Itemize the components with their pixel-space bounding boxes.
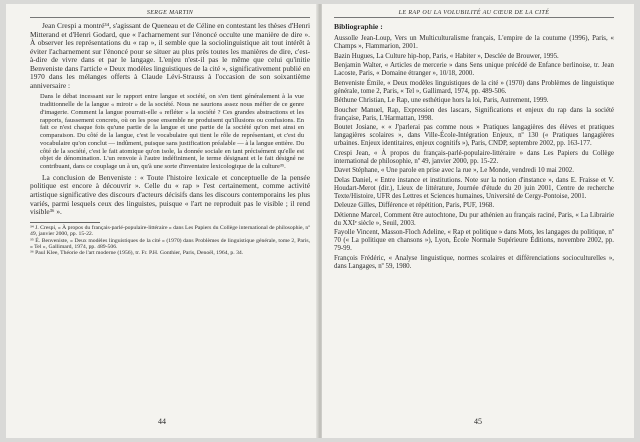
reference-item: Béthune Christian, Le Rap, une esthétique hors la loi, Paris, Autrement, 1999.: [334, 97, 549, 105]
reference-item: Boutet Josiane, « « J'parlerai pas comme nous » Pratiques langagières des élèves et pratiques langagières scolaires », dans Ville-École-Intégration Enjeux, nº 130 (« Pratiques langagières urbaines. Enjeux identitaires, enjeux cognitifs »), Paris, CNDP, septembre 2002, pp. 163-177.: [334, 124, 614, 147]
bibliography-list: [334, 35, 614, 270]
footnote-35: ³⁵ É. Benveniste, « Deux modèles linguistiques de la cité » (1970) dans Problèmes de linguistique générale, tome 2, Paris, « Tel », Gallimard, 1974, pp. 489-506.: [30, 237, 310, 250]
reference-item: Benveniste Émile, « Deux modèles linguistiques de la cité » (1970) dans Problèmes de linguistique générale, tome 2, Paris, « Tel », Gallimard, 1974, pp. 489-506.: [334, 79, 614, 95]
reference-item: Delas Daniel, « Entre instance et institutions. Note sur la notion d'instance », dans E. Fraisse et V. Houdart-Merot (dir.), Lieux de littérature, Journée d'étude du 20 juin 2001, Centre de recherche Texte/Histoire, UFR des Lettres et Sciences humaines, Université de Cergy-Pontoise, 2001.: [334, 176, 614, 200]
reference-item: Bazin Hugues, La Culture hip-hop, Paris, « Habiter », Desclée de Brouwer, 1995.: [334, 52, 559, 60]
block-quote: Dans le débat incessant sur le rapport entre langue et société, on s'en tient généralement à la vue traditionnelle de la langue « miroir » de la société. Nous ne saurions assez nous méfier de ce genre d'imagerie. Comment la langue pourrait-elle « refléter » la société ? Ces grandes abstractions et les rapports, faussement concrets, où on les pose ensemble ne produisent qu'illusions ou confusions. En fait ce n'est chaque fois qu'une partie de la langue et une partie de la société qu'on met ainsi en comparaison. Du côté de la langue, c'est le vocabulaire qui tient le rôle de représentant, et c'est du vocabulaire qu'on conclut — indûment, puisque sans justification préalable — à la langue entière. Du côté de la société, c'est le fait atomique qu'on isole, la donnée sociale en tant précisément qu'elle est objet de dénomination. L'un renvoie à l'autre indéfiniment, le terme désignant et le fait désigné ne contribuant, dans ce couplage un à un, qu'à une sorte d'inventaire lexicologique de la culture³⁵.: [40, 93, 304, 171]
reference-item: Aussolle Jean-Loup, Vers un Multiculturalisme français, L'empire de la coutume (1996), Paris, « Champs », Flammarion, 2001.: [334, 35, 614, 50]
page-number-left: 44: [158, 417, 166, 426]
reference-item: Détienne Marcel, Comment être autochtone, Du pur athénien au français raciné, Paris, « La Librairie du XXIᵉ siècle », Seuil, 2003.: [334, 211, 614, 227]
bibliography-title: Bibliographie :: [334, 22, 383, 31]
body-paragraph-2: La conclusion de Benveniste : « Toute l'histoire lexicale et conceptuelle de la pensée politique est encore à découvrir ». Celle du « rap » l'est certainement, comme activité artistique significative des discours d'acteurs décisifs dans les discours contemporains les plus variés, parmi lesquels ceux des linguistes, puisque « l'art ne reproduit pas le visible ; il rend visible³⁶ ».: [30, 172, 310, 217]
page-number-right: 45: [474, 417, 482, 426]
running-head-right: LE RAP OU LA VOLUBILITÉ AU CŒUR DE LA CITÉ: [334, 10, 614, 18]
reference-item: Boucher Manuel, Rap, Expression des lascars, Significations et enjeux du rap dans la société française, Paris, L'Harmattan, 1998.: [334, 106, 614, 122]
body-paragraph-1: Jean Crespi a montré³⁴, s'agissant de Queneau et de Céline en contestant les thèses d'Henri Mitterand et d'Henri Godard, que « l'acharnement sur l'énoncé occulte une manière de dire ». À observer les représentations du « rap », il semble que la sociolinguistique ait tout intérêt à éviter l'acharnement sur l'énoncé pour se situer au plus près toutes les manières de dire, c'est-à-dire de vivre dans et par le langage. L'enjeu n'est-il pas le même que celui qu'initie Benveniste dans l'article « Deux modèles linguistiques de la cité », significativement publié en 1970 dans les mélanges offerts à Claude Lévi-Strauss à l'occasion de son soixantième anniversaire :: [30, 21, 310, 90]
reference-item: Deleuze Gilles, Différence et répétition, Paris, PUF, 1968.: [334, 202, 495, 210]
reference-item: Crespi Jean, « À propos du français-parlé-populaire-littéraire » dans Les Papiers du Collège international de philosophie, nº 49, janvier 2000, pp. 15-22.: [334, 149, 614, 165]
right-page: [322, 4, 634, 438]
running-head-left: SERGE MARTIN: [30, 10, 310, 18]
reference-item: François Frédéric, « Analyse linguistique, normes scolaires et différenciations socioculturelles », dans Langages, nº 59, 1980.: [334, 254, 614, 270]
left-page: [6, 4, 318, 438]
reference-item: Benjamin Walter, « Articles de mercerie » dans Sens unique précédé de Enfance berlinoise, tr. Jean Lacoste, Paris, « Domaine étranger », 10/18, 2000.: [334, 62, 614, 77]
footnote-rule: [30, 222, 100, 223]
footnote-36: ³⁶ Paul Klee, Théorie de l'art moderne (1956), tr. Fr. P.H. Gonthier, Paris, Denoël, 1964, p. 34.: [30, 250, 244, 257]
reference-item: Fayolle Vincent, Masson-Floch Adeline, « Rap et politique » dans Mots, les langages du politique, nº 70 (« La politique en chansons »), Lyon, École Normale Supérieure Éditions, novembre 2002, pp. 79-99.: [334, 229, 614, 252]
reference-item: Davet Stéphane, « Une parole en prise avec la rue », Le Monde, vendredi 10 mai 2002.: [334, 167, 574, 175]
footnote-34: ³⁴ J. Crespi, « À propos du français-parlé-populaire-littéraire » dans Les Papiers du Collège international de philosophie, nº 49, janvier 2000, pp. 15-22.: [30, 224, 310, 238]
footnotes: [30, 225, 310, 257]
